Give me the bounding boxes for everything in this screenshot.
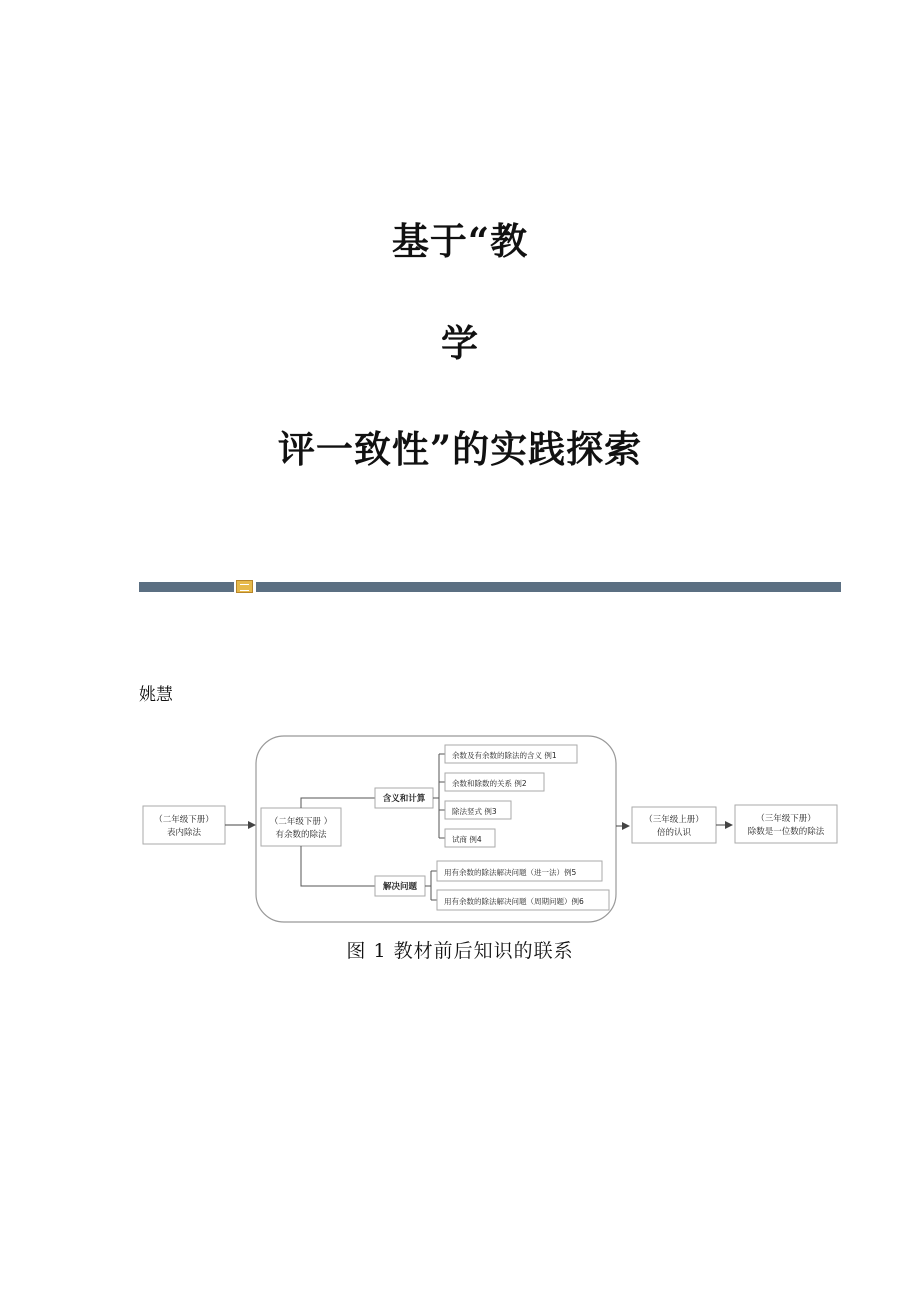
node-next1-grade: （三年级上册）	[644, 815, 704, 825]
title-line-1: 基于“教	[391, 219, 529, 263]
branch-meaning-label: 含义和计算	[382, 794, 426, 804]
title-line-3: 评一致性”的实践探索	[277, 427, 643, 471]
item-4	[445, 829, 495, 847]
title-line-2: 学	[441, 321, 479, 365]
node-main-topic: 有余数的除法	[275, 830, 327, 840]
node-next2-topic: 除数是一位数的除法	[747, 827, 825, 837]
item-1	[445, 745, 577, 763]
node-main-grade: （二年级下册 ）	[269, 817, 333, 827]
node-branch-meaning	[375, 788, 433, 808]
node-prev	[143, 806, 225, 844]
svg-text:用有余数的除法解决问题（周期问题）例6: 用有余数的除法解决问题（周期问题）例6	[444, 897, 584, 906]
svg-text:试商 例4: 试商 例4	[452, 835, 482, 844]
connector-meaning	[301, 798, 375, 808]
node-prev-grade: （二年级下册）	[154, 815, 214, 825]
node-main	[261, 808, 341, 846]
divider-right	[256, 582, 841, 592]
node-next2-grade: （三年级下册）	[756, 814, 816, 824]
item-2	[445, 773, 544, 791]
branch-solve-label: 解决问题	[382, 882, 418, 892]
knowledge-diagram	[139, 730, 841, 930]
node-next2	[735, 805, 837, 843]
svg-text:余数和除数的关系 例2: 余数和除数的关系 例2	[452, 779, 527, 788]
node-next1	[632, 807, 716, 843]
node-next1-topic: 倍的认识	[656, 828, 692, 838]
svg-text:余数及有余数的除法的含义 例1: 余数及有余数的除法的含义 例1	[452, 751, 557, 760]
connector-solve	[301, 846, 375, 886]
figure-caption: 图 1 教材前后知识的联系	[346, 940, 574, 962]
author: 姚慧	[139, 685, 173, 705]
divider-ornament-icon	[236, 580, 253, 593]
item-3	[445, 801, 511, 819]
svg-text:除法竖式 例3: 除法竖式 例3	[452, 807, 497, 816]
item-6	[437, 890, 609, 910]
svg-text:用有余数的除法解决问题（进一法）例5: 用有余数的除法解决问题（进一法）例5	[444, 868, 577, 877]
node-branch-solve	[375, 876, 425, 896]
divider-left	[139, 582, 234, 592]
item-5	[437, 861, 602, 881]
node-prev-topic: 表内除法	[166, 828, 202, 838]
